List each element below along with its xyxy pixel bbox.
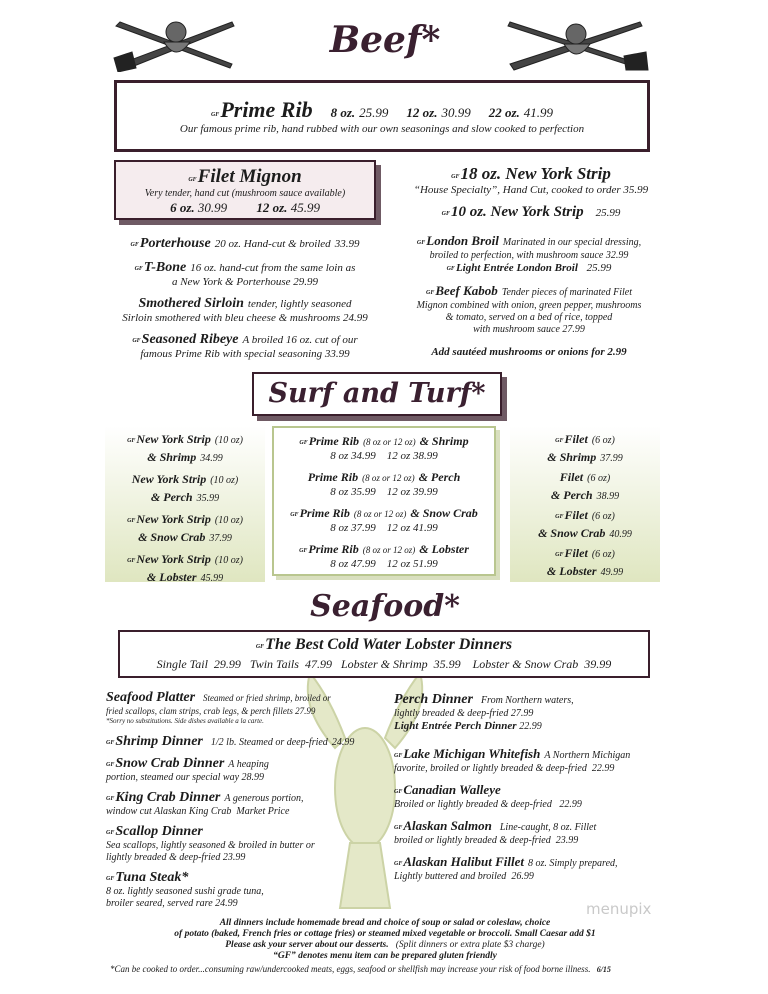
size: 8 oz [330,558,349,570]
size: 12 oz. [256,200,288,215]
item-desc: 8 oz. lightly seasoned sushi grade tuna, [106,886,264,897]
gf-badge: GF [394,861,403,867]
sirloin-desc: tender, lightly seasoned [247,298,352,310]
item-with: & Perch [418,470,461,484]
price: 24.99 [215,898,238,909]
item-size: (8 oz or 12 oz) [363,437,416,447]
item-desc: broiler seared, served rare [106,898,213,909]
gf-badge: GF [416,240,426,246]
item-name: Filet [564,546,588,560]
gf-badge: GF [451,174,460,180]
size: 12 oz [386,558,411,570]
price: 38.99 [413,450,438,462]
price: 35.99 [351,486,376,498]
prime-rib-box [114,80,650,152]
salmon-item [394,817,664,847]
price: 27.99 [295,706,316,716]
light-london-name: Light Entrée London Broil [455,262,578,274]
porterhouse-desc: 20 oz. Hand-cut & broiled [214,238,331,250]
price: 47.99 [351,558,376,570]
price: 30.99 [197,200,228,215]
gf-badge: GF [127,518,136,524]
london-broil-desc: Marinated in our special dressing, [502,237,642,248]
price: 45.99 [290,200,320,215]
size: 6 oz. [170,200,195,215]
surf-turf-title-box [252,372,502,416]
price: 49.99 [600,567,624,578]
filet-desc: Very tender, hand cut (mushroom sauce available) [144,188,346,199]
ribeye-item [110,330,380,361]
item-name: Scallop Dinner [115,824,203,839]
gf-badge: GF [134,266,143,272]
light-perch-name: Light Entrée Perch Dinner [394,720,517,732]
ribeye-desc: famous Prime Rib with special seasoning [140,348,323,360]
porterhouse-name: Porterhouse [139,236,211,251]
item-name: Snow Crab Dinner [115,756,225,771]
price: 45.99 [200,573,224,584]
price: 38.99 [596,491,620,502]
item-desc: favorite, broiled or lightly breaded & deep-fried [394,763,587,774]
item-size: (10 oz) [214,515,243,526]
item-with: & Shrimp [547,450,597,464]
seafood-platter-item [106,688,376,726]
item-with: & Snow Crab [138,530,206,544]
item-with: & Lobster [146,570,197,584]
gf-badge: GF [299,440,308,446]
price: 51.99 [413,558,438,570]
item-with: & Lobster [419,542,469,556]
perch-dinner-item [394,690,664,733]
footer-disclaimer [110,964,670,975]
sirloin-item [110,294,380,325]
seafood-right-list [394,690,664,883]
item-with: & Snow Crab [538,526,606,540]
ribeye-desc: A broiled 16 oz. cut of our [242,334,358,346]
gf-badge: GF [210,112,220,118]
surf-turf-title: Surf and Turf* [268,378,486,409]
london-broil-name: London Broil [426,233,499,248]
item-note: *Sorry no substitutions. [106,717,173,725]
list-item [274,432,494,468]
item-size: (10 oz) [214,555,243,566]
prime-rib-desc: Our famous prime rib, hand rubbed with our own seasonings and slow cooked to perfection [179,123,585,135]
footer-line: of potato (baked, French fries or cottage fries) or steamed mixed vegetable or broccoli. Small Caesar add $1 [174,929,596,939]
ny18-name: 18 oz. New York Strip [460,164,611,183]
item-name: Prime Rib [308,434,360,448]
item-name: New York Strip [131,472,207,486]
item-with: & Perch [550,488,593,502]
price: 37.99 [351,522,376,534]
list-item [105,430,265,470]
list-item [105,550,265,590]
price: 27.99 [510,708,534,719]
item-name: Seafood Platter [106,690,196,705]
item-name: Lake Michigan Whitefish [403,746,541,761]
gf-badge: GF [290,512,299,518]
item-desc: fried scallops, clam strips, crab legs, & perch fillets [106,706,293,716]
gf-badge: GF [127,558,136,564]
gf-badge: GF [394,789,403,795]
gf-badge: GF [132,338,141,344]
price: 29.99 [293,276,319,288]
gf-badge: GF [106,740,115,746]
price: 33.99 [334,238,360,250]
list-item [510,544,660,582]
item-desc: 1/2 lb. Steamed or deep-fried [210,737,328,748]
rifles-right-icon [500,12,650,72]
price: 25.99 [359,105,389,120]
surf-right-list [510,430,660,582]
menu-date: 6/15 [596,965,611,974]
item-name: Alaskan Salmon [403,818,492,833]
sirloin-desc: Sirloin smothered with bleu cheese & mushrooms [122,312,341,324]
item-size: (6 oz) [591,435,615,446]
size: 22 oz. [488,105,520,120]
list-item [510,468,660,506]
prime-rib-name: Prime Rib [220,97,313,122]
item-name: Tuna Steak* [115,870,189,885]
tbone-desc: 16 oz. hand-cut from the same loin as [190,262,356,274]
price: 35.99 [196,493,220,504]
list-item [274,468,494,504]
item-desc: Lightly buttered and broiled [394,871,507,882]
item-name: Filet [564,508,588,522]
price: 32.99 [605,250,629,261]
gf-badge: GF [106,830,115,836]
beef-kabob-name: Beef Kabob [435,283,498,298]
item-size: (10 oz) [210,475,239,486]
gf-badge: GF [130,242,139,248]
item-name: Filet [564,432,588,446]
ny18-item [396,164,666,197]
item-size: (8 oz or 12 oz) [362,545,416,555]
item-with: & Shrimp [419,434,469,448]
item-name: Filet [559,470,584,484]
list-item [274,504,494,540]
lobster-title: The Best Cold Water Lobster Dinners [265,636,513,653]
footer-line: *Can be cooked to order...consuming raw/undercooked meats, eggs, seafood or shellfish may increase your risk of food borne illness. [110,964,591,974]
price: 23.99 [222,852,246,863]
london-broil-desc: broiled to perfection, with mushroom sauce [429,250,604,261]
lobster-box [118,630,650,678]
sirloin-name: Smothered Sirloin [138,296,244,311]
list-item [510,430,660,468]
halibut-item [394,853,664,883]
gf-badge: GF [555,552,564,558]
footer-line: Please ask your server about our desserts. [225,940,389,950]
seafood-left-list [106,688,376,910]
seafood-title: Seafood* [310,589,460,624]
ny18-desc: “House Specialty”, Hand Cut, cooked to order [413,184,621,196]
item-with: & Lobster [546,564,597,578]
walleye-item [394,781,664,811]
gf-badge: GF [106,762,115,768]
snow-crab-item [106,754,376,784]
ny10-name: 10 oz. New York Strip [450,204,584,220]
price: 24.99 [331,737,355,748]
gf-badge: GF [127,438,136,444]
tbone-item [110,258,380,289]
item-desc: From Northern waters, [480,695,574,706]
price: 23.99 [555,835,579,846]
item-desc: lightly breaded & deep-fried [106,852,221,863]
footer-line: “GF” denotes menu item can be prepared gluten friendly [273,951,497,961]
price: 30.99 [441,105,471,120]
item-size: (8 oz or 12 oz) [362,473,415,483]
price: 25.99 [595,207,621,219]
item-name: Prime Rib [308,542,359,556]
footer-line: All dinners include homemade bread and choice of soup or salad or coleslaw, choice [219,918,551,928]
filet-box [114,160,376,220]
list-item [510,506,660,544]
beef-kabob-desc: Mignon combined with onion, green pepper, mushrooms [416,300,642,311]
beef-kabob-desc: & tomato, served on a bed of rice, topped [445,312,613,323]
size: 12 oz [386,486,411,498]
item-size: (8 oz or 12 oz) [353,509,407,519]
gf-badge: GF [106,796,115,802]
item-name: Shrimp Dinner [115,734,203,749]
item-desc: A heaping [228,759,269,770]
item-size: (10 oz) [214,435,243,446]
item-desc: Line-caught, 8 oz. Fillet [499,822,597,833]
scallop-item [106,822,376,864]
item-name: New York Strip [136,552,211,566]
gf-badge: GF [426,290,435,296]
item-desc: Broiled or lightly breaded & deep-fried [394,799,552,810]
price: Market Price [236,806,290,817]
gf-badge: GF [441,211,450,217]
filet-name: Filet Mignon [197,166,302,187]
beef-kabob-desc: Tender pieces of marinated Filet [501,287,632,298]
lobster-prices: Single Tail 29.99 Twin Tails 47.99 Lobster & Shrimp 35.99 Lobster & Snow Crab 39.99 [156,657,612,671]
item-name: Prime Rib [299,506,350,520]
gf-badge: GF [446,266,455,272]
item-note: Side dishes available a la carte. [174,717,264,725]
beef-kabob-item [392,282,666,336]
item-name: King Crab Dinner [115,790,221,805]
price: 33.99 [324,348,350,360]
price: 22.99 [559,799,582,810]
item-name: Perch Dinner [394,692,473,707]
item-name: Alaskan Halibut Fillet [403,854,524,869]
size: 8 oz [330,522,349,534]
item-desc: 8 oz. Simply prepared, [527,858,618,869]
item-desc: Sea scallops, lightly seasoned & broiled in butter or [106,840,315,851]
gf-badge: GF [255,644,265,650]
item-size: (6 oz) [591,511,615,522]
whitefish-item [394,745,664,775]
tuna-item [106,868,376,910]
size: 8 oz. [330,105,356,120]
price: 34.99 [200,453,223,464]
price: 41.99 [523,105,554,120]
price: 40.99 [609,529,632,540]
price: 37.99 [600,453,623,464]
price: 26.99 [511,871,534,882]
item-desc: window cut Alaskan King Crab [106,806,232,817]
list-item [105,510,265,550]
item-with: & Shrimp [147,450,197,464]
item-size: (6 oz) [591,549,615,560]
price: 34.99 [351,450,376,462]
surf-left-list [105,430,265,590]
gf-badge: GF [394,753,403,759]
surf-center-list [274,432,494,576]
price: 24.99 [342,312,368,324]
footer [90,918,680,962]
footer-line: (Split dinners or extra plate $3 charge) [395,940,545,950]
item-desc: Steamed or fried shrimp, broiled or [203,693,331,703]
price: 22.99 [591,763,615,774]
gf-badge: GF [555,438,564,444]
tbone-name: T-Bone [143,260,187,275]
porterhouse-item [110,234,380,252]
shrimp-dinner-item [106,732,376,750]
price: 25.99 [586,262,612,274]
rifles-left-icon [112,12,242,72]
price: 27.99 [562,324,585,335]
price: 41.99 [413,522,438,534]
ny10-item [396,203,666,221]
addon-note: Add sautéed mushrooms or onions for 2.99 [431,346,627,358]
price: 28.99 [241,772,265,783]
gf-badge: GF [555,514,564,520]
item-desc: broiled or lightly breaded & deep-fried [394,835,551,846]
item-name: New York Strip [136,432,211,446]
beef-kabob-desc: with mushroom sauce [473,324,560,335]
size: 12 oz [386,522,411,534]
item-desc: portion, steamed our special way [106,772,240,783]
item-desc: lightly breaded & deep-fried [394,708,509,719]
watermark-text: menupix [586,900,652,918]
beef-title: Beef* [329,19,441,61]
item-with: & Snow Crab [410,506,478,520]
list-item [105,470,265,510]
gf-badge: GF [188,177,197,183]
gf-badge: GF [299,548,308,554]
item-name: Prime Rib [307,470,359,484]
item-with: & Perch [150,490,193,504]
gf-badge: GF [106,876,115,882]
london-broil-item [392,232,666,276]
size: 12 oz. [406,105,438,120]
item-name: Canadian Walleye [403,782,501,797]
item-desc: A Northern Michigan [544,750,631,761]
price: 37.99 [209,533,232,544]
item-size: (6 oz) [587,473,611,484]
size: 8 oz [330,486,349,498]
tbone-desc: a New York & Porterhouse [171,276,291,288]
king-crab-item [106,788,376,818]
price: 22.99 [519,721,542,732]
price: 35.99 [623,184,649,196]
price: 39.99 [413,486,438,498]
list-item [274,540,494,576]
size: 8 oz [330,450,349,462]
item-name: New York Strip [136,512,211,526]
item-desc: A generous portion, [224,793,304,804]
gf-badge: GF [394,825,403,831]
size: 12 oz [386,450,411,462]
ribeye-name: Seasoned Ribeye [141,332,239,347]
